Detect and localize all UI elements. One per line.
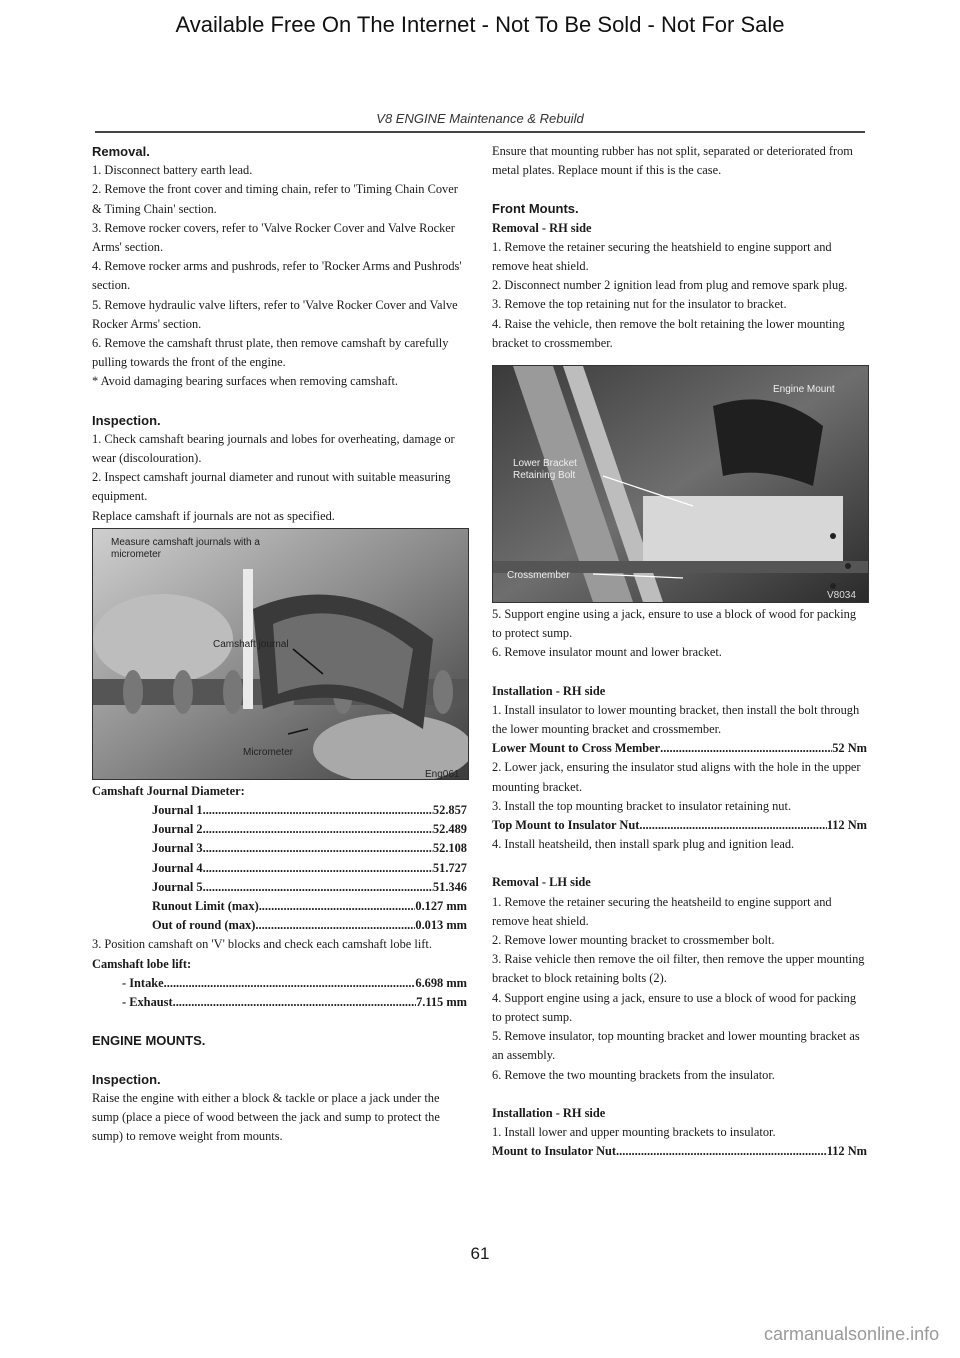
journal-spec-row: Journal 3 ..... 52.108 — [92, 839, 467, 858]
removal-step: 5. Remove hydraulic valve lifters, refer to 'Valve Rocker Cover and Valve Rocker Arms' section. — [92, 297, 458, 331]
header-rule — [95, 131, 865, 133]
removal-step: 2. Remove the front cover and timing chain, refer to 'Timing Chain Cover & Timing Chain' section. — [92, 182, 458, 216]
install-rh-step: 2. Lower jack, ensuring the insulator stud aligns with the hole in the upper mounting bracket. — [492, 760, 861, 794]
torque-spec-row: Lower Mount to Cross Member ..... 52 Nm — [492, 739, 867, 758]
install-rh-step: 1. Install insulator to lower mounting bracket, then install the bolt through the lower mounting bracket and crossmember. — [492, 702, 860, 737]
front-mounts-heading: Front Mounts. — [492, 201, 579, 217]
torque-spec-row: Top Mount to Insulator Nut ..... 112 Nm — [492, 816, 867, 835]
figure-code: V8034 — [827, 590, 856, 602]
watermark: carmanualsonline.info — [764, 1324, 940, 1344]
removal-step: 3. Remove rocker covers, refer to 'Valve Rocker Cover and Valve Rocker Arms' section. — [92, 220, 455, 255]
out-of-round-spec-row: Out of round (max) ..... 0.013 mm — [92, 916, 467, 935]
removal-rh-step: 5. Support engine using a jack, ensure to use a block of wood for packing to protect sump. — [492, 607, 857, 641]
removal-rh-step: 6. Remove insulator mount and lower bracket. — [492, 645, 722, 660]
exhaust-spec-row: - Exhaust ..... 7.115 mm — [92, 993, 467, 1012]
right-column — [492, 142, 867, 1161]
journal-spec-row: Journal 2 ..... 52.489 — [92, 820, 467, 839]
crossmember-label: Crossmember — [507, 570, 570, 582]
install-rh-step: 4. Install heatsheild, then install spark plug and ignition lead. — [492, 837, 795, 852]
removal-rh-step: 2. Disconnect number 2 ignition lead from plug and remove spark plug. — [492, 278, 848, 293]
mounts-inspection-heading: Inspection. — [92, 1071, 161, 1087]
left-column — [92, 142, 467, 1146]
install-lh-heading: Installation - RH side — [492, 1105, 606, 1120]
mount-intro-text: Ensure that mounting rubber has not split, separated or deteriorated from metal plates. Replace mount if this is the case. — [492, 144, 853, 178]
inspection-heading: Inspection. — [92, 412, 161, 428]
micrometer-label: Micrometer — [243, 746, 294, 758]
removal-note: * Avoid damaging bearing surfaces when removing camshaft. — [92, 374, 399, 389]
removal-lh-step: 6. Remove the two mounting brackets from the insulator. — [492, 1067, 775, 1082]
removal-lh-step: 3. Raise vehicle then remove the oil filter, then remove the upper mounting bracket to block retaining bolts (2). — [492, 952, 865, 986]
removal-step: 6. Remove the camshaft thrust plate, then remove camshaft by carefully pulling towards the front of the engine. — [92, 336, 449, 370]
removal-rh-step: 1. Remove the retainer securing the heatshield to engine support and remove heat shield. — [492, 239, 832, 274]
removal-lh-step: 4. Support engine using a jack, ensure to use a block of wood for packing to protect sump. — [492, 990, 857, 1024]
removal-step: 4. Remove rocker arms and pushrods, refer to 'Rocker Arms and Pushrods' section. — [92, 259, 462, 293]
journal-spec-row: Journal 5 ..... 51.346 — [92, 878, 467, 897]
running-head: V8 ENGINE Maintenance & Rebuild — [376, 111, 584, 126]
engine-mounts-heading: ENGINE MOUNTS. — [92, 1033, 206, 1049]
removal-lh-step: 1. Remove the retainer securing the heatsheild to engine support and remove heat shield. — [492, 894, 832, 928]
lower-bracket-bolt-label: Lower Bracket Retaining Bolt — [513, 458, 577, 482]
inspection-step: Replace camshaft if journals are not as specified. — [92, 508, 335, 523]
runout-spec-row: Runout Limit (max) ..... 0.127 mm — [92, 897, 467, 916]
figure-code: Eng061 — [425, 768, 460, 780]
inspection-step: 2. Inspect camshaft journal diameter and runout with suitable measuring equipment. — [92, 470, 451, 504]
intake-spec-row: - Intake ..... 6.698 mm — [92, 974, 467, 993]
journal-spec-row: Journal 4 ..... 51.727 — [92, 859, 467, 878]
removal-lh-step: 2. Remove lower mounting bracket to crossmember bolt. — [492, 933, 775, 948]
removal-rh-step: 4. Raise the vehicle, then remove the bolt retaining the lower mounting bracket to crossmember. — [492, 316, 845, 350]
removal-step: 1. Disconnect battery earth lead. — [92, 163, 253, 178]
removal-heading: Removal. — [92, 144, 150, 159]
camshaft-journal-label: Camshaft journal — [213, 638, 289, 650]
engine-mount-photo — [492, 365, 869, 603]
mounts-inspection-text: Raise the engine with either a block & tackle or place a jack under the sump (place a piece of wood between the jack and sump to protect the sump) to remove weight from mounts. — [92, 1090, 440, 1144]
removal-rh-heading: Removal - RH side — [492, 220, 592, 235]
torque-spec-row: Mount to Insulator Nut ..... 112 Nm — [492, 1142, 867, 1161]
removal-rh-step: 3. Remove the top retaining nut for the insulator to bracket. — [492, 297, 787, 312]
install-rh-heading: Installation - RH side — [492, 683, 606, 698]
install-lh-step: 1. Install lower and upper mounting brackets to insulator. — [492, 1124, 776, 1139]
banner: Available Free On The Internet - Not To Be Sold - Not For Sale — [175, 12, 785, 37]
page-number: 61 — [470, 1244, 490, 1263]
photo-caption: Measure camshaft journals with a micrometer — [111, 536, 260, 560]
inspection-step: 1. Check camshaft bearing journals and lobes for overheating, damage or wear (discolouration). — [92, 431, 455, 466]
engine-mount-label: Engine Mount — [773, 384, 835, 396]
install-rh-step: 3. Install the top mounting bracket to insulator retaining nut. — [492, 798, 792, 813]
camshaft-photo — [92, 528, 469, 780]
lobe-lift-step: 3. Position camshaft on 'V' blocks and check each camshaft lobe lift. — [92, 937, 432, 952]
journal-diameter-heading: Camshaft Journal Diameter: — [92, 783, 245, 798]
journal-spec-row: Journal 1 ..... 52.857 — [92, 801, 467, 820]
removal-lh-heading: Removal - LH side — [492, 875, 591, 890]
lobe-lift-heading: Camshaft lobe lift: — [92, 956, 192, 971]
removal-lh-step: 5. Remove insulator, top mounting bracket and lower mounting bracket as an assembly. — [492, 1029, 860, 1063]
